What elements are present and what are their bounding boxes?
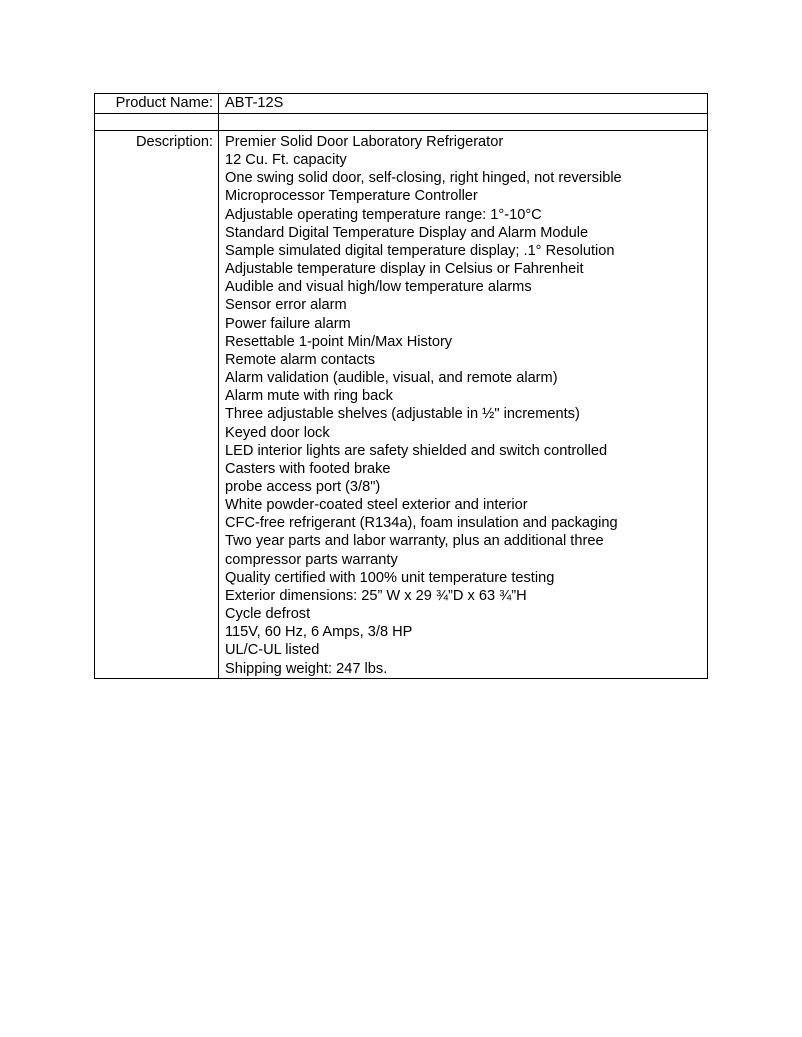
description-line: White powder-coated steel exterior and interior: [225, 497, 528, 514]
spacer-cell-right: [219, 114, 708, 131]
description-row: [95, 131, 708, 679]
description-line: compressor parts warranty: [225, 551, 398, 568]
description-line: Keyed door lock: [225, 424, 330, 441]
description-list: [219, 131, 708, 679]
description-line: Standard Digital Temperature Display and Alarm Module: [225, 224, 589, 241]
description-line: CFC-free refrigerant (R134a), foam insulation and packaging: [225, 515, 618, 532]
description-line: Adjustable temperature display in Celsius or Fahrenheit: [225, 261, 584, 278]
product-name-label: Product Name:: [95, 94, 219, 114]
description-line: Exterior dimensions: 25” W x 29 ¾”D x 63 ¾”H: [225, 587, 527, 604]
description-line: LED interior lights are safety shielded and switch controlled: [225, 442, 608, 459]
description-line: Microprocessor Temperature Controller: [225, 188, 478, 205]
description-line: Alarm mute with ring back: [225, 388, 393, 405]
description-line: Cycle defrost: [225, 606, 311, 623]
description-line: Sensor error alarm: [225, 297, 347, 314]
description-line: probe access port (3/8"): [225, 478, 381, 495]
description-line: 12 Cu. Ft. capacity: [225, 152, 347, 169]
description-line: Power failure alarm: [225, 315, 351, 332]
spacer-cell-left: [95, 114, 219, 131]
description-line: Adjustable operating temperature range: 1°-10°C: [225, 206, 542, 223]
description-line: UL/C-UL listed: [225, 642, 320, 659]
description-line: Quality certified with 100% unit temperature testing: [225, 569, 555, 586]
description-line: Alarm validation (audible, visual, and remote alarm): [225, 370, 558, 387]
description-line: Resettable 1-point Min/Max History: [225, 333, 453, 350]
description-line: Premier Solid Door Laboratory Refrigerator: [225, 134, 504, 150]
description-line: Audible and visual high/low temperature alarms: [225, 279, 532, 296]
description-line: Sample simulated digital temperature display; .1° Resolution: [225, 242, 615, 259]
product-spec-table: [94, 93, 708, 679]
description-line: 115V, 60 Hz, 6 Amps, 3/8 HP: [225, 624, 413, 641]
description-line: Casters with footed brake: [225, 460, 391, 477]
description-line: Three adjustable shelves (adjustable in ½" increments): [225, 406, 580, 423]
description-line: Two year parts and labor warranty, plus an additional three: [225, 533, 604, 550]
product-name-row: [95, 94, 708, 114]
description-line: Shipping weight: 247 lbs.: [225, 660, 388, 677]
description-line: Remote alarm contacts: [225, 351, 376, 368]
description-label: Description:: [95, 131, 219, 679]
spacer-row: [95, 114, 708, 131]
product-name-value: ABT-12S: [219, 94, 708, 114]
description-line: One swing solid door, self-closing, right hinged, not reversible: [225, 170, 622, 187]
